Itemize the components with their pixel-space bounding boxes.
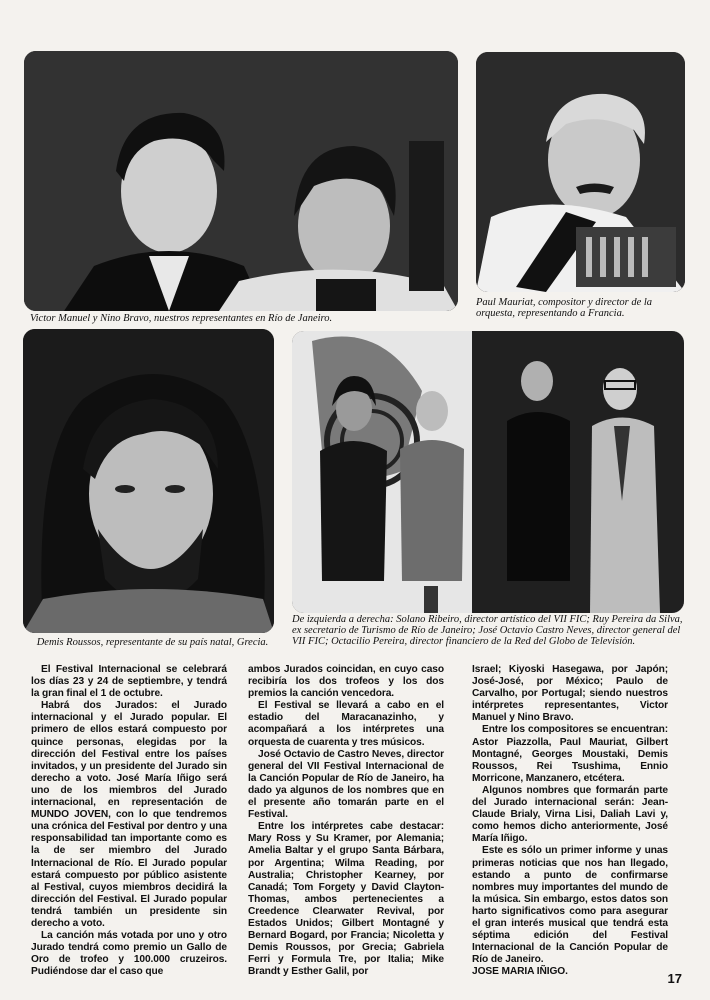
article-paragraph: El Festival Internacional se celebrará los días 23 y 24 de septiembre, y tendrá la gran final el 1 de octubre. <box>31 664 227 700</box>
caption-victor-nino: Victor Manuel y Nino Bravo, nuestros representantes en Río de Janeiro. <box>30 313 333 324</box>
article-paragraph: El Festival se llevará a cabo en el estadio del Maracanazinho, y acompañará a los intérpretes una orquesta de cuarenta y tres músicos. <box>248 700 444 748</box>
photo-demis-roussos <box>23 329 274 633</box>
article-paragraph: ambos Jurados coincidan, en cuyo caso recibiría los dos trofeos y los dos premios la canción vencedora. <box>248 664 444 700</box>
page-number: 17 <box>667 971 682 986</box>
article-paragraph: La canción más votada por uno y otro Jurado tendrá como premio un Gallo de Oro de trofeo y 100.000 cruzeiros. Pudiéndose dar el caso que <box>31 930 227 978</box>
caption-demis-roussos: Demis Roussos, representante de su país natal, Grecia. <box>36 637 269 648</box>
article-paragraph: Entre los compositores se encuentran: Astor Piazzolla, Paul Mauriat, Gilbert Montagné, Georges Moustaki, Demis Roussos, Rei Tsushima, Ennio Morricone, Manzanero, etcétera. <box>472 724 668 784</box>
article-paragraph: José Octavio de Castro Neves, director general del VII Festival Internacional de la Canción Popular de Río de Janeiro, ha dado ya algunos de los nombres que en el presente año tomarán parte en el Festival. <box>248 748 444 821</box>
article-paragraph: Habrá dos Jurados: el Jurado internacional y el Jurado popular. El primero de ellos estará compuesto por quince personas, elegidas por la dirección del Festival entre los países invitados, y un presidente del Jurado sin derecho a voto. José María Iñigo será uno de los miembros del Jurado internacional, en representación de MUNDO JOVEN, con lo que tendremos una crónica del Festival por dentro y una responsabilidad tan importante como es la de ser miembro del Jurado Internacional de Río. El Jurado popular estará compuesto por público asistente al Festival, cuyos miembros decidirá la dirección del Festival. El Jurado popular tendrá también un presidente sin derecho a voto. <box>31 700 227 929</box>
article-column-3 <box>472 664 668 978</box>
byline: JOSE MARIA IÑIGO. <box>472 966 568 978</box>
article-paragraph: Entre los intérpretes cabe destacar: Mary Ross y Su Kramer, por Alemania; Amelia Baltar y el grupo Santa Bárbara, por Argentina; Wilma Reading, por Australia; Christopher Kearney, por Canadá; Tom Forgety y David Clayton-Thomas, ambos pertenecientes a Creedence Clearwater Revival, por Estados Unidos; Gilbert Montagné y Bernard Bogard, por Francia; Nicoletta y Demis Roussos, por Grecia; Gabriela Ferri y Formula Tre, por Italia; Mike Brandt y Esther Galil, por <box>248 821 444 978</box>
article-column-1 <box>31 664 227 978</box>
article-paragraph: Algunos nombres que formarán parte del Jurado internacional serán: Jean-Claude Brialy, Virna Lisi, Daliah Lavi y, como hemos dicho anteriormente, José María Iñigo. <box>472 784 668 845</box>
article-paragraph: Israel; Kiyoski Hasegawa, por Japón; José-José, por México; Paulo de Carvalho, por Portugal; siendo nuestros intérpretes representantes, Victor Manuel y Nino Bravo. <box>472 664 668 724</box>
byline-row <box>472 966 668 978</box>
caption-paul-mauriat: Paul Mauriat, compositor y director de la orquesta, representando a Francia. <box>476 297 653 319</box>
caption-festival-directors: De izquierda a derecha: Solano Ribeiro, director artístico del VII FIC; Ruy Pereira da Silva, ex secretario de Turismo de Río de Janeiro; José Octavio Castro Neves, director general del VII FIC; Octacilio Pereira, director financiero de la Red del Globo de Televisión. <box>292 614 683 647</box>
photo-festival-directors <box>292 331 684 613</box>
photo-paul-mauriat <box>476 52 685 292</box>
article-paragraph: Este es sólo un primer informe y unas primeras noticias que nos han llegado, estando a punto de confirmarse nombres muy importantes del mundo de la música. Sin embargo, estos datos son harto significativos como para asegurar el gran interés musical que tendrá esta séptima edición del Festival Internacional de la Canción Popular de Río de Janeiro. <box>472 845 668 966</box>
article-column-2 <box>248 664 444 978</box>
photo-victor-manuel-nino-bravo <box>24 51 458 311</box>
